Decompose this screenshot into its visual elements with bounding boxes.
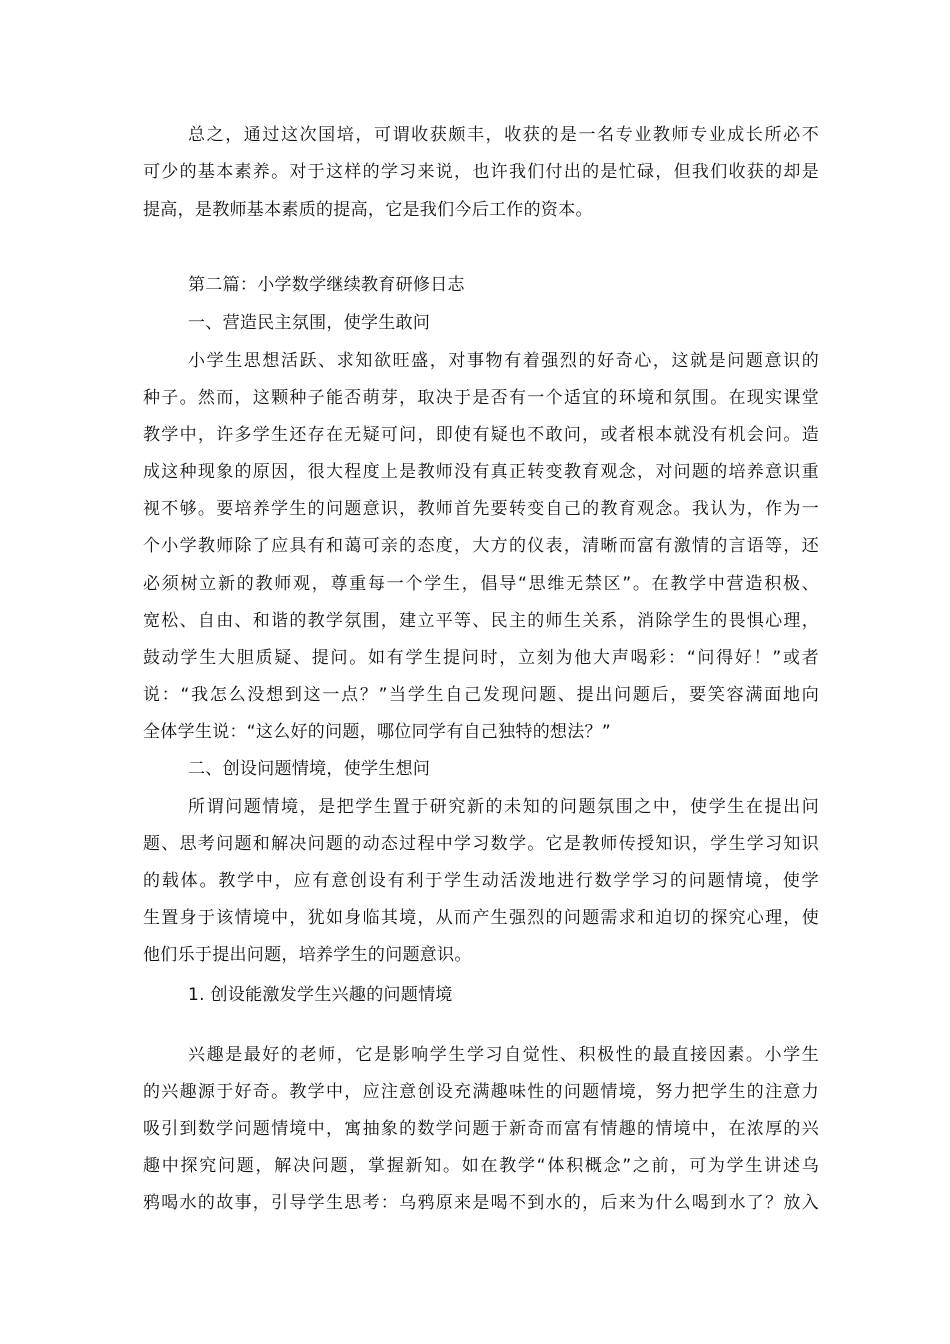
paragraph-line: 个小学教师除了应具有和蔼可亲的态度，大方的仪表，清晰而富有激情的言语等，还	[143, 536, 819, 556]
section-heading: 二、创设问题情境，使学生想问	[188, 759, 431, 779]
paragraph-line: 的兴趣源于好奇。教学中，应注意创设充满趣味性的问题情境，努力把学生的注意力	[143, 1082, 819, 1102]
paragraph-line: 可少的基本素养。对于这样的学习来说，也许我们付出的是忙碌，但我们收获的却是	[143, 162, 819, 182]
paragraph-line: 全体学生说：“这么好的问题，哪位同学有自己独特的想法？”	[143, 722, 612, 742]
paragraph-line: 总之，通过这次国培，可谓收获颇丰，收获的是一名专业教师专业成长所必不	[188, 125, 819, 145]
paragraph-line: 他们乐于提出问题，培养学生的问题意识。	[143, 945, 472, 965]
paragraph-line: 视不够。要培养学生的问题意识，教师首先要转变自己的教育观念。我认为，作为一	[143, 499, 819, 519]
paragraph-line: 宽松、自由、和谐的教学氛围，建立平等、民主的师生关系，消除学生的畏惧心理，	[143, 611, 819, 631]
paragraph-line: 生置身于该情境中，犹如身临其境，从而产生强烈的问题需求和迫切的探究心理，使	[143, 908, 819, 928]
paragraph-line: 提高，是教师基本素质的提高，它是我们今后工作的资本。	[143, 200, 593, 220]
paragraph-line: 吸引到数学问题情境中，寓抽象的数学问题于新奇而富有情趣的情境中，在浓厚的兴	[143, 1119, 819, 1139]
section-heading: 一、营造民主氛围，使学生敢问	[188, 313, 431, 333]
paragraph-line: 的载体。教学中，应有意创设有利于学生动活泼地进行数学学习的问题情境，使学	[143, 871, 819, 891]
paragraph-line: 种子。然而，这颗种子能否萌芽，取决于是否有一个适宜的环境和氛围。在现实课堂	[143, 388, 819, 408]
paragraph-line: 小学生思想活跃、求知欲旺盛，对事物有着强烈的好奇心，这就是问题意识的	[188, 351, 819, 371]
paragraph-line: 趣中探究问题，解决问题，掌握新知。如在教学“体积概念”之前，可为学生讲述乌	[143, 1156, 819, 1176]
paragraph-line: 题、思考问题和解决问题的动态过程中学习数学。它是教师传授知识，学生学习知识	[143, 834, 819, 854]
paragraph-line: 教学中，许多学生还存在无疑可问，即使有疑也不敢问，或者根本就没有机会问。造	[143, 425, 819, 445]
subsection-heading: 1. 创设能激发学生兴趣的问题情境	[188, 985, 453, 1005]
paragraph-line: 必须树立新的教师观，尊重每一个学生，倡导“思维无禁区”。在教学中营造积极、	[143, 574, 819, 594]
paragraph-line: 鼓动学生大胆质疑、提问。如有学生提问时，立刻为他大声喝彩：“问得好！”或者	[143, 648, 819, 668]
paragraph-line: 成这种现象的原因，很大程度上是教师没有真正转变教育观念，对问题的培养意识重	[143, 462, 819, 482]
paragraph-line: 兴趣是最好的老师，它是影响学生学习自觉性、积极性的最直接因素。小学生	[188, 1045, 819, 1065]
paragraph-line: 说：“我怎么没想到这一点？”当学生自己发现问题、提出问题后，要笑容满面地向	[143, 685, 819, 705]
paragraph-line: 鸦喝水的故事，引导学生思考：乌鸦原来是喝不到水的，后来为什么喝到水了？放入	[143, 1193, 819, 1213]
article-title: 第二篇：小学数学继续教育研修日志	[188, 275, 465, 295]
paragraph-line: 所谓问题情境，是把学生置于研究新的未知的问题氛围之中，使学生在提出问	[188, 797, 819, 817]
